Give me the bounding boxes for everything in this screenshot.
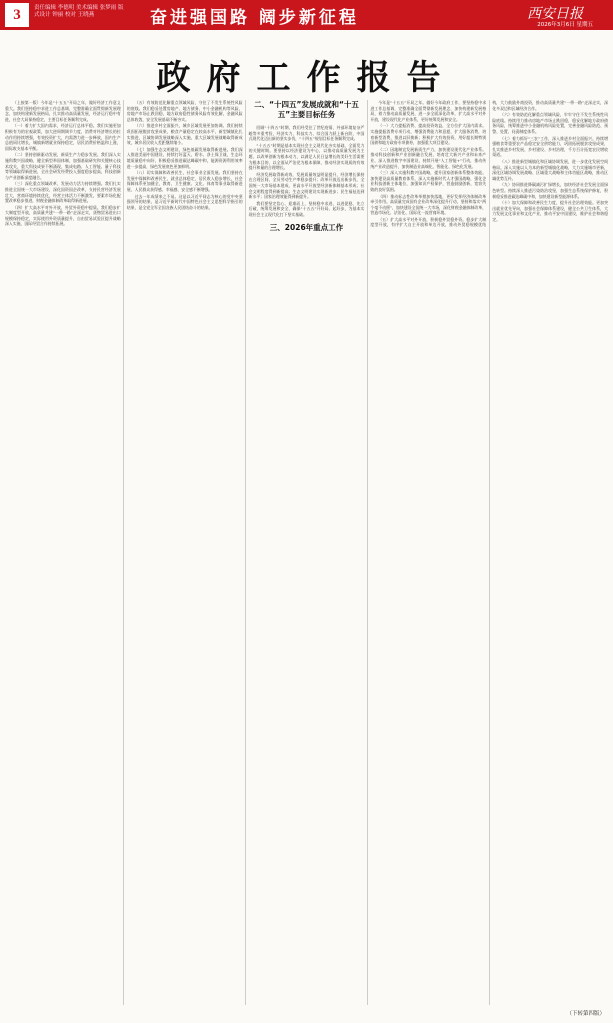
paragraph: （七）加强生态文明建设，绿色低碳发展取得新进展。我们深入推进美丽中国建设，持续打好蓝天、碧水、净土保卫战，生态环境质量稳中向好，积极稳妥推进碳达峰碳中和，能源资源利用效率进一步提高，绿色发展底色更加鲜明。 <box>126 146 243 169</box>
paragraph: 回顾“十四五”时期，我们经受住了世纪疫情、外部环境复杂严峻等多重考验，经济实力、科技实力、综合国力跃上新台阶，中国式现代化迈出新的坚实步伐，“十四五”规划目标任务顺利完成。 <box>248 125 365 142</box>
paragraph: 过去一年成绩来之不易。这是以习近平同志为核心的党中央坚强领导的结果，是习近平新时代中国特色社会主义思想科学指引的结果，是全党全军全国各族人民团结奋斗的结果。 <box>126 193 243 210</box>
continued-note: （下转第四版） <box>566 1011 605 1017</box>
page-number: 3 <box>5 3 29 27</box>
issue-date: 2026年3月6日 星期五 <box>537 22 593 28</box>
paragraph: 经济发展取得新成效，发展质量效益明显提升，经济增长保持在合理区间，全员劳动生产率稳步提升；改革开放迈出新步伐，全国统一大市场基本建成，更高水平开放型经济新体制基本形成；社会文明程度得到新提高；生态文明建设实现新进步；民生福祉达到新水平；国家治理效能得到新提升。 <box>248 171 365 200</box>
masthead <box>0 0 613 30</box>
paragraph: （八）推进新型城镇化和区域协调发展，进一步优化发展空间格局。深入实施以人为本的新型城镇化战略，大力实施城市更新，深化区域协调发展战略、区域重大战略和主体功能区战略，推动区域优势互补。 <box>492 158 608 181</box>
paragraph: （二）因地制宜发展新质生产力，加快建设现代化产业体系。推动科技创新和产业创新融合发展，培育壮大新兴产业和未来产业，深入推进数字中国建设，持续开展“人工智能+”行动，推动传统产业改造提升，加快制造业高端化、智能化、绿色化发展。 <box>370 146 487 169</box>
paragraph: （八）切实保障和改善民生，社会事业全面发展。我们坚持在发展中保障和改善民生，就业总体稳定，居民收入稳步增长，社会保障体系更加健全，教育、卫生健康、文化、体育等事业取得新进展，人民群众获得感、幸福感、安全感不断增强。 <box>126 170 243 192</box>
paragraph: （一）大力提振消费、提高投资效益，全方位扩大国内需求。实施提振消费专项行动，增强消费能力和意愿，扩大服务消费，培育新型消费，推进以旧换新；积极扩大有效投资，用好超长期特别国债和地方政府专项债券，加强重大项目建设。 <box>370 123 487 146</box>
paragraph: （一）着力扩大国内需求，经济运行总体平稳。我们实施更加积极有为的宏观政策，加大逆周期调节力度，消费对经济增长的拉动作用持续增强，有效投资扩大，内需潜力进一步释放，国内生产总值同比增长，城镇新增就业保持稳定，居民消费价格温和上涨，国际收支基本平衡。 <box>5 123 121 151</box>
paragraph: （三）深入实施科教兴国战略，提升国家创新体系整体效能。加快建设高质量教育体系，深入实施新时代人才强国战略，强化企业科技创新主体地位，加强知识产权保护，营造鼓励创新、宽容失败的良好氛围。 <box>370 170 487 192</box>
paragraph: （二）坚持创新驱动发展，新质生产力稳步发展。我们深入实施科教兴国战略，健全新型举国体制，加强基础研究和关键核心技术攻关，重大科技成果不断涌现，集成电路、人工智能、量子科技等领域取得新进展，全社会研发经费投入强度稳步提高，科技创新与产业创新深度融合。 <box>5 152 121 180</box>
report-title: 政府工作报告 <box>156 58 457 98</box>
paragraph: “十五五”时期是基本实现社会主义现代化夯实基础、全面发力的关键时期。要坚持以经济建设为中心，以推动高质量发展为主题，以改革创新为根本动力，以满足人民日益增长的美好生活需要为根本目的，以全面从严治党为根本保障，推动经济实现质的有效提升和量的合理增长。 <box>248 142 365 171</box>
paragraph: （三）深化重点领域改革，发展动力活力持续增强。我们扎实推进全国统一大市场建设，深化国资国企改革，支持民营经济发展壮大，营商环境持续优化，经营主体活力不断激发，要素市场化配置改革稳步推进，财税金融体制改革取得新进展。 <box>5 181 121 204</box>
paragraph: （六）有效防范化解重点领域风险，牢牢守住不发生系统性风险底线。持续用力推动房地产市场止跌回稳，稳妥化解地方政府债务风险，统筹推进中小金融机构风险处置，完善金融风险防范、预警、处置、问责制度体系。 <box>492 112 608 134</box>
newspaper-name: 西安日报 <box>527 7 583 22</box>
slogan: 奋进强国路 阔步新征程 <box>150 8 359 28</box>
paragraph: （四）推动标志性改革举措加快落地，更好发挥经济体制改革牵引作用。高质量完成国有企业改革深化提升行动，坚持和落实“两个毫不动摇”，加快建设全国统一大市场，深化财税金融体制改革，营造市场化、法治化、国际化一流营商环境。 <box>370 193 487 216</box>
paragraph: （六）推进乡村全面振兴，城乡区域发展更加协调。我们持续巩固拓展脱贫攻坚成果，粮食产量稳定在较高水平，新型城镇化扎实推进，区域协调发展战略深入实施，重大区域发展战略取得新成效，城乡居民收入差距继续缩小。 <box>126 123 243 146</box>
paragraph: （五）扩大高水平对外开放，积极稳外贸稳外资。稳步扩大制度型开放，有序扩大自主开放和单边开放，推动外贸稳规模优结构，大力鼓励外商投资，推动高质量共建“一带一路”走深走实，深化多双边和区域经济合作。 <box>370 100 608 228</box>
section-heading-3: 三、2026年重点工作 <box>269 222 344 232</box>
paragraph: 我们要坚定信心、迎难而上，坚持稳中求进、以进促稳、先立后破，统筹发展和安全，确保“十五五”开好局、起好步，为基本实现社会主义现代化打下坚实基础。 <box>248 200 365 217</box>
paragraph: （七）着力抓好“三农”工作，深入推进乡村全面振兴。持续增强粮食等重要农产品稳定安全供给能力，巩固拓展脱贫攻坚成果，扎实推进乡村发展、乡村建设、乡村治理，千方百计拓宽农民增收渠道。 <box>492 135 608 158</box>
paragraph: （上接第一版）今年是“十五五”开局之年，做好经济工作意义重大。我们坚持稳中求进工作总基调，完整准确全面贯彻新发展理念，加快构建新发展格局，扎实推动高质量发展，经济运行稳中有进，社会大局保持稳定，主要目标任务顺利完成。 <box>5 100 121 122</box>
paragraph: （九）协同推进降碳减污扩绿增长，加快经济社会发展全面绿色转型。持续深入推进污染防治攻坚，加强生态系统保护修复，积极稳妥推进碳达峰碳中和，加快建设新型能源体系。 <box>492 182 608 199</box>
editor-credits: 责任编辑 李德明 美术编辑 张梦雨 版式设计 钟丽 校对 王晓燕 <box>34 5 124 18</box>
paragraph: （五）有效防范化解重点领域风险，守住了不发生系统性风险的底线。我们稳妥处置房地产、地方债务、中小金融机构等风险，房地产市场止跌回稳，地方政府隐性债务风险有效化解，金融风险总体收敛，安全发展基础不断夯实。 <box>126 100 243 122</box>
paragraph: （十）加大保障和改善民生力度，提升社会治理效能。更加突出就业优先导向，加强社会保障体系建设，健全公共卫生体系，大力发展文化事业和文化产业，推动平安中国建设，维护社会和谐稳定。 <box>492 200 608 222</box>
paragraph: 今年是“十五五”开局之年。做好今年政府工作，要坚持稳中求进工作总基调，完整准确全面贯彻新发展理念，加快构建新发展格局，着力推动高质量发展，进一步全面深化改革，扩大高水平对外开放，建设现代化产业体系，更好统筹发展和安全。 <box>370 100 487 122</box>
paragraph: （四）扩大高水平对外开放，外贸外资稳中提质。我们稳步扩大制度型开放，高质量共建“一带一路”走深走实，货物贸易进出口规模保持稳定，实际使用外资质量提升，自由贸易试验区提升战略深入实施，国际经贸合作持续拓展。 <box>5 204 121 227</box>
report-body <box>5 100 608 1005</box>
section-heading-2: 二、“十四五”发展成就和“十五五”主要目标任务 <box>254 100 359 119</box>
